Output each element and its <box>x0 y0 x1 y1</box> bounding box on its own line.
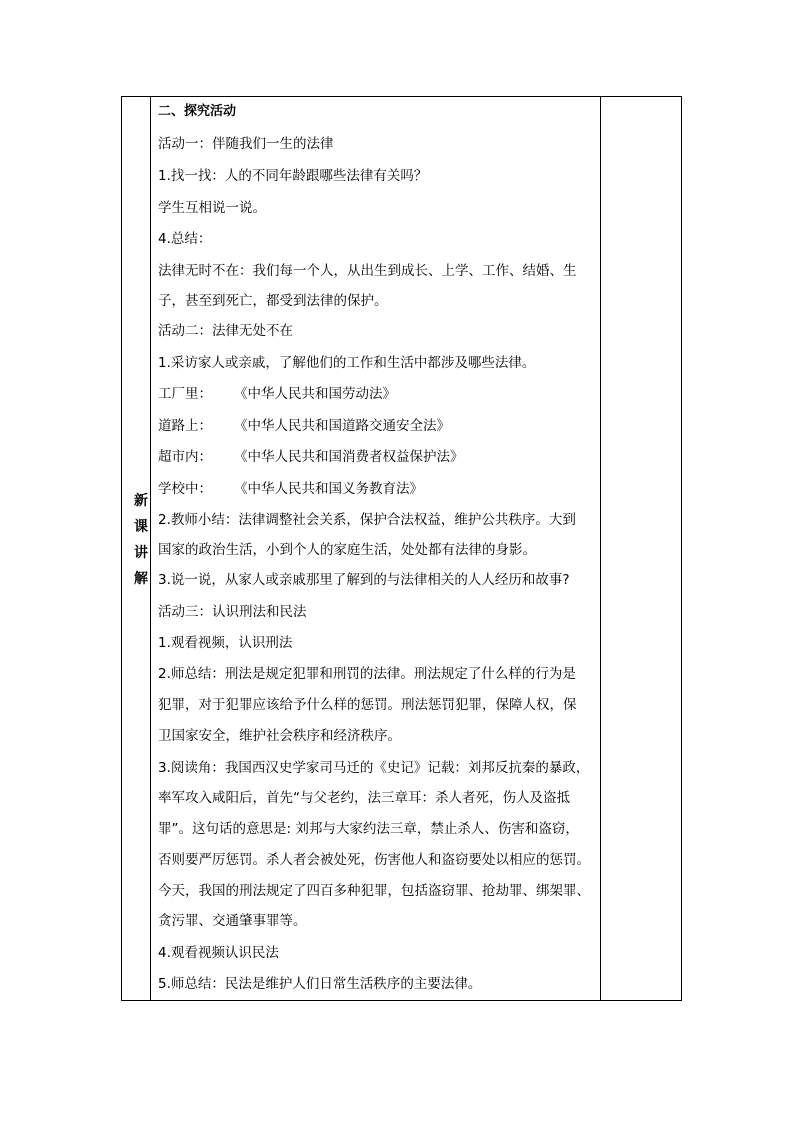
content-line: 5.师总结：民法是维护人们日常生活秩序的主要法律。 <box>158 976 482 992</box>
content-line: 今天，我国的刑法规定了四百多种犯罪，包括盗窃罪、抢劫罪、绑架罪、 <box>158 883 590 899</box>
content-line: 2.教师小结：法律调整社会关系，保护合法权益，维护公共秩序。大到 <box>158 512 576 528</box>
content-line: 贪污罪、交通肇事罪等。 <box>158 913 307 929</box>
content-line: 3.阅读角：我国西汉史学家司马迁的《史记》记载：刘邦反抗秦的暴政， <box>158 760 590 776</box>
section-heading: 二、探究活动 <box>158 104 237 119</box>
content-line: 罪”。这句话的意思是: 刘邦与大家约法三章，禁止杀人、伤害和盗窃， <box>158 821 579 837</box>
law-place: 学校中： <box>158 481 212 497</box>
content-line: 卫国家安全，维护社会秩序和经济秩序。 <box>158 728 401 744</box>
activity-title: 活动二：法律无处不在 <box>158 323 293 339</box>
content-line: 犯罪，对于犯罪应该给予什么样的惩罚。刑法惩罚犯罪，保障人权，保 <box>158 697 577 713</box>
side-label-char: 课 <box>134 519 148 535</box>
content-line: 4.观看视频认识民法 <box>158 945 279 961</box>
content-line: 学生互相说一说。 <box>158 200 266 216</box>
content-line: 法律无时不在：我们每一个人，从出生到成长、上学、工作、结婚、生 <box>158 263 577 279</box>
content-line: 4.总结： <box>158 231 212 247</box>
activity-title: 活动一：伴随我们一生的法律 <box>158 136 334 152</box>
table-bottom-border <box>121 1000 682 1001</box>
law-name: 《中华人民共和国消费者权益保护法》 <box>234 449 464 465</box>
content-line: 1.采访家人或亲戚，了解他们的工作和生活中都涉及哪些法律。 <box>158 355 536 371</box>
content-line: 子，甚至到死亡，都受到法律的保护。 <box>158 293 388 309</box>
content-line: 1.观看视频，认识刑法 <box>158 635 293 651</box>
law-place: 道路上： <box>158 418 212 434</box>
table-right-border <box>681 96 682 1001</box>
side-label-char: 解 <box>134 571 148 587</box>
content-line: 3.说一说，从家人或亲戚那里了解到的与法律相关的人人经历和故事? <box>158 572 570 588</box>
law-place: 超市内： <box>158 449 212 465</box>
content-line: 1.找一找：人的不同年龄跟哪些法律有关吗？ <box>158 168 428 184</box>
content-line: 否则要严厉惩罚。杀人者会被处死，伤害他人和盗窃要处以相应的惩罚。 <box>158 852 590 868</box>
content-line: 国家的政治生活，小到个人的家庭生活，处处都有法律的身影。 <box>158 542 536 558</box>
table-col-divider-1 <box>150 96 151 1001</box>
law-row <box>158 447 464 467</box>
activity-title: 活动三：认识刑法和民法 <box>158 604 307 620</box>
law-place: 工厂里： <box>158 386 212 402</box>
table-col-divider-2 <box>600 96 601 1001</box>
law-name: 《中华人民共和国道路交通安全法》 <box>234 418 450 434</box>
content-line: 2.师总结：刑法是规定犯罪和刑罚的法律。刑法规定了什么样的行为是 <box>158 666 576 682</box>
law-row <box>158 416 450 436</box>
law-row <box>158 479 423 499</box>
side-label-char: 新 <box>134 493 148 509</box>
section-side-label <box>133 488 149 592</box>
law-name: 《中华人民共和国义务教育法》 <box>234 481 423 497</box>
table-top-border <box>121 96 682 97</box>
table-left-border <box>121 96 122 1001</box>
side-label-char: 讲 <box>134 545 148 561</box>
law-row <box>158 384 396 404</box>
content-line: 率军攻入咸阳后，首先“与父老约，法三章耳：杀人者死，伤人及盗抵 <box>158 790 570 806</box>
law-name: 《中华人民共和国劳动法》 <box>234 386 396 402</box>
